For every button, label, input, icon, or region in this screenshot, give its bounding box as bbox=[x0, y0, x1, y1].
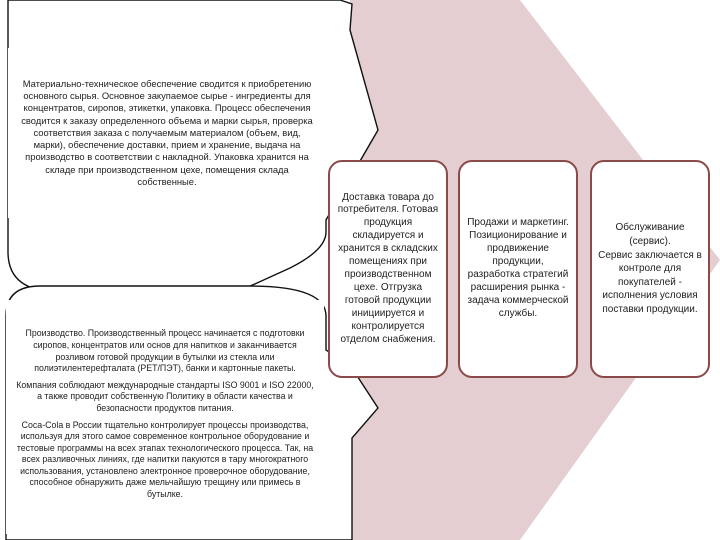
service-title: Обслуживание (сервис). bbox=[615, 222, 685, 248]
sales-marketing-card bbox=[458, 160, 578, 378]
sales-marketing-text: Продажи и маркетинг. Позиционирование и продвижение продукции, разработка стратегий расширения рынка - задача коммерческой службы. bbox=[467, 217, 569, 319]
production-paragraph: Компания соблюдают международные стандарты ISO 9001 и ISO 22000, а также проводит собственную Политику в области качества и безопасности продуктов питания. bbox=[16, 379, 314, 413]
procurement-text-block bbox=[8, 48, 326, 218]
procurement-text: Материально-техническое обеспечение сводится к приобретению основного сырья. Основное закупаемое сырье - ингредиенты для концентратов, сиропов, этикетки, упаковка. Процесс обеспечения сводится к заказу определенного объема и марки сырья, проверка соответствия заказа с получаемым материалом (объем, вид, марки), обеспечение доставки, прием и хранение, выдача на производство в соответствии с накладной. Упаковка хранится на складе при производственном цехе, помещения склада собственные. bbox=[21, 77, 313, 188]
delivery-card bbox=[328, 160, 448, 378]
production-paragraph: Производство. Производственный процесс начинается с подготовки сиропов, концентратов или основ для напитков и заканчивается розливом готовой продукции в бутылки из стекла или полиэтилентерефталата (PET/ПЭТ), банки и картонные пакеты. bbox=[25, 328, 305, 374]
production-text bbox=[14, 328, 316, 505]
delivery-text: Доставка товара до потребителя. Готовая продукция складируется и хранится в складских помещениях при производственном цехе. Отгрузка готовой продукции инициируется и контролируется отделом снабжения. bbox=[337, 191, 439, 345]
production-paragraph: Coca-Cola в России тщательно контролирует процессы производства, используя для этого самое современное контрольное оборудование и тестовые программы на всех этапах технологического процесса. Так, на всех разливочных линиях, где напитки пакуются в тару многократного использования, установлено электронное проверочное оборудование, способное обнаружить даже мельчайшую трещину или примесь в бутылке. bbox=[16, 419, 314, 500]
production-text-block bbox=[6, 300, 324, 534]
service-card bbox=[590, 160, 710, 378]
service-text bbox=[598, 221, 702, 316]
service-body: Сервис заключается в контроле для покупателей - исполнения условия поставки продукции. bbox=[598, 249, 702, 315]
